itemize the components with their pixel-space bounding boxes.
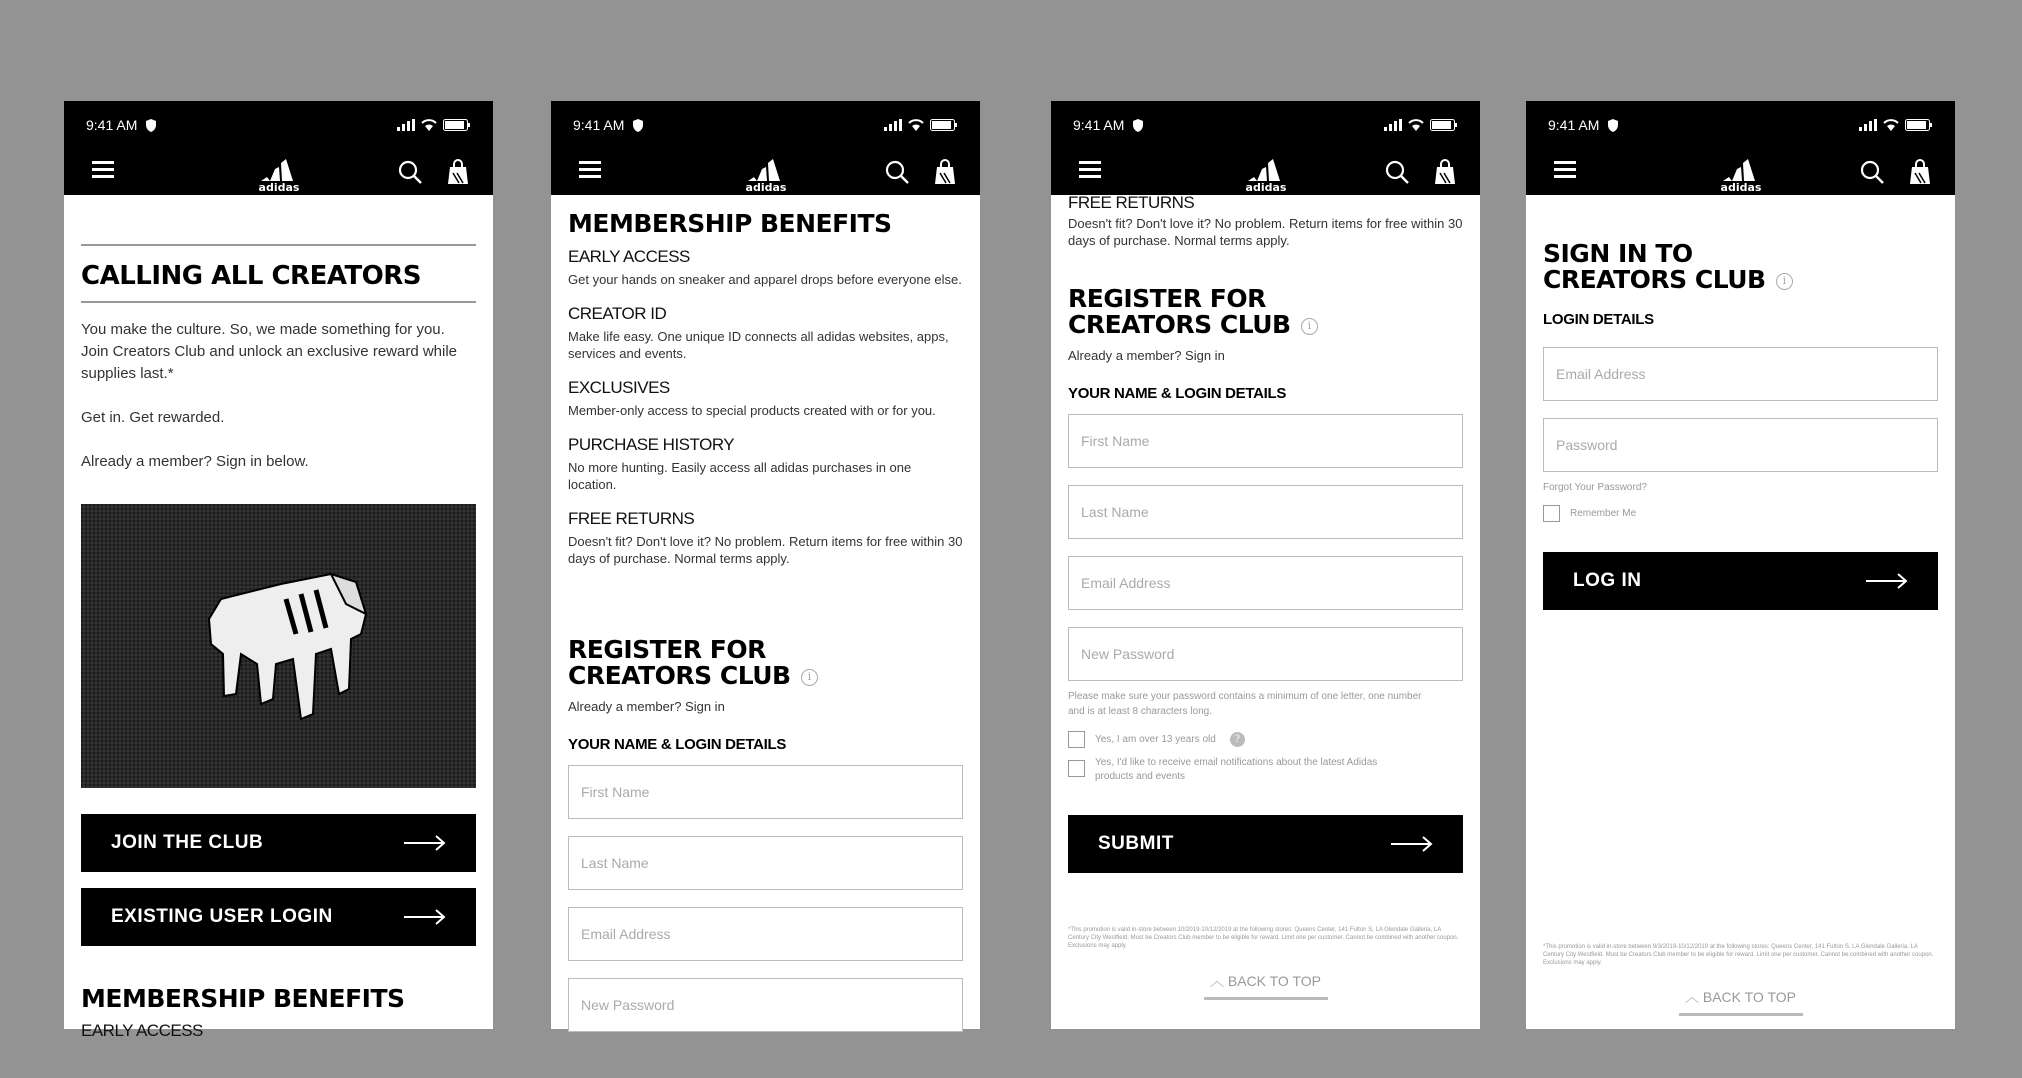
existing-user-login-button[interactable] [81, 888, 476, 946]
remember-me-label: Remember Me [1570, 507, 1637, 519]
new-password-field[interactable]: New Password [568, 978, 963, 1032]
shopping-bag-icon[interactable] [1434, 159, 1456, 185]
shield-icon [1132, 119, 1144, 132]
benefit-item [568, 509, 963, 567]
info-icon[interactable]: i [801, 669, 818, 686]
shopping-bag-icon[interactable] [447, 159, 469, 185]
phone-screen-sign-in [1526, 101, 1955, 1029]
benefit-title: PURCHASE HISTORY [568, 435, 735, 454]
benefit-title: FREE RETURNS [1068, 193, 1195, 212]
battery-icon [1430, 119, 1458, 131]
adidas-logo-icon[interactable] [736, 151, 796, 193]
search-icon[interactable] [884, 159, 910, 185]
status-bar [64, 101, 493, 149]
wifi-icon [421, 119, 437, 131]
email-field[interactable]: Email Address [1543, 347, 1938, 401]
fine-print: *This promotion is valid in-store between 9/3/2019-10/12/2019 at the following stores: Queens Center, 141 Fulton S, LA Glendale Galleria, LA Century City Westfield. Must be Creators Club member to be eligible for reward. Limit one per customer. Cannot be combined with another coupon. Exclusions may apply. [1543, 944, 1934, 966]
hamburger-menu-icon[interactable] [579, 161, 601, 179]
info-icon[interactable]: i [1776, 273, 1793, 290]
register-title-line2: CREATORS CLUB [568, 661, 791, 690]
help-icon[interactable]: ? [1230, 732, 1245, 747]
status-time: 9:41 AM [86, 117, 138, 133]
status-time: 9:41 AM [1073, 117, 1125, 133]
creators-pin-image [81, 504, 476, 788]
benefit-desc: Get your hands on sneaker and apparel drops before everyone else. [568, 272, 962, 287]
already-member-link[interactable]: Already a member? Sign in [1068, 348, 1225, 363]
age-check-row [1068, 731, 1463, 748]
details-label: YOUR NAME & LOGIN DETAILS [568, 736, 787, 753]
status-bar [1051, 101, 1480, 149]
register-title-line2: CREATORS CLUB [1068, 310, 1291, 339]
arrow-right-icon [404, 909, 446, 925]
benefit-item [568, 435, 963, 493]
remember-me-checkbox[interactable] [1543, 505, 1560, 522]
email-field[interactable]: Email Address [568, 907, 963, 961]
status-bar [1526, 101, 1955, 149]
benefit-desc: No more hunting. Easily access all adidas purchases in one location. [568, 460, 912, 492]
age-check-label: Yes, I am over 13 years old [1095, 733, 1216, 745]
log-in-label: LOG IN [1573, 570, 1642, 591]
sign-in-title-line1: SIGN IN TO [1543, 239, 1693, 268]
register-title-line1: REGISTER FOR [1068, 284, 1266, 313]
shopping-bag-icon[interactable] [934, 159, 956, 185]
remember-me-row [1543, 505, 1938, 522]
benefit-item [568, 247, 963, 288]
first-name-field[interactable]: First Name [568, 765, 963, 819]
fine-print: *This promotion is valid in-store between 10/2019-10/12/2019 at the following stores: Queens Center, 141 Fulton S, LA Glendale Galleria, LA Century City Westfield. Must be Creators Club member to be eligible for reward. Limit one per customer. Cannot be combined with another coupon. Exclusions may apply. [1068, 927, 1459, 949]
intro-text: You make the culture. So, we made something for you. Join Creators Club and unlock an exclusive reward while supplies last.* [81, 321, 458, 382]
svg-text:adidas: adidas [1245, 181, 1286, 194]
age-checkbox[interactable] [1068, 731, 1085, 748]
top-nav [551, 149, 980, 195]
first-name-field[interactable]: First Name [1068, 414, 1463, 468]
phone-screen-register [1051, 101, 1480, 1029]
benefit-title: EARLY ACCESS [568, 247, 690, 266]
phone-screen-landing [64, 101, 493, 1040]
submit-label: SUBMIT [1098, 833, 1174, 854]
benefit-desc: Make life easy. One unique ID connects all adidas websites, apps, services and events. [568, 329, 949, 361]
signal-icon [1384, 119, 1402, 131]
benefit-title: EXCLUSIVES [568, 378, 670, 397]
info-icon[interactable]: i [1301, 318, 1318, 335]
divider [81, 244, 476, 246]
chevron-up-icon: ︿ [1209, 973, 1224, 989]
page-title: CALLING ALL CREATORS [81, 261, 422, 291]
benefit-item [568, 304, 963, 362]
top-nav [1051, 149, 1480, 195]
benefit-title: CREATOR ID [568, 304, 667, 323]
battery-icon [1905, 119, 1933, 131]
arrow-right-icon [404, 835, 446, 851]
forgot-password-link[interactable]: Forgot Your Password? [1543, 482, 1647, 493]
status-time: 9:41 AM [1548, 117, 1600, 133]
back-to-top-link[interactable] [1051, 971, 1480, 1000]
hamburger-menu-icon[interactable] [1079, 161, 1101, 179]
join-club-button[interactable] [81, 814, 476, 872]
existing-user-login-label: EXISTING USER LOGIN [111, 906, 333, 927]
register-title-line1: REGISTER FOR [568, 635, 766, 664]
svg-text:adidas: adidas [258, 181, 299, 194]
svg-text:adidas: adidas [745, 181, 786, 194]
register-title [568, 663, 963, 689]
signal-icon [397, 119, 415, 131]
battery-icon [443, 119, 471, 131]
email-optin-row [1068, 756, 1463, 784]
signal-icon [1859, 119, 1877, 131]
benefit-desc: Member-only access to special products created with or for you. [568, 403, 936, 418]
login-details-label: LOGIN DETAILS [1543, 311, 1654, 328]
cut-off-benefit-title: EARLY ACCESS [81, 1021, 203, 1040]
wifi-icon [1883, 119, 1899, 131]
email-optin-label: Yes, I'd like to receive email notifications about the latest Adidas products and events [1095, 757, 1378, 782]
benefit-desc: Doesn't fit? Don't love it? No problem. Return items for free within 30 days of purchase. Normal terms apply. [568, 534, 963, 566]
back-to-top-label: BACK TO TOP [1702, 989, 1796, 1005]
adidas-logo-icon[interactable] [1236, 151, 1296, 193]
submit-button[interactable] [1068, 815, 1463, 873]
back-to-top-link[interactable] [1526, 987, 1955, 1016]
shopping-bag-icon[interactable] [1909, 159, 1931, 185]
adidas-logo-icon[interactable] [1711, 151, 1771, 193]
status-bar [551, 101, 980, 149]
section-title: MEMBERSHIP BENEFITS [81, 984, 405, 1013]
sign-in-title-line2: CREATORS CLUB [1543, 265, 1766, 294]
chevron-up-icon: ︿ [1684, 989, 1699, 1005]
benefits-title: MEMBERSHIP BENEFITS [568, 209, 892, 238]
password-field[interactable]: Password [1543, 418, 1938, 472]
arrow-right-icon [1866, 573, 1908, 589]
shield-icon [632, 119, 644, 132]
signal-icon [884, 119, 902, 131]
sign-in-title [1543, 267, 1938, 293]
arrow-right-icon [1391, 836, 1433, 852]
hamburger-menu-icon[interactable] [1554, 161, 1576, 179]
top-nav [64, 149, 493, 195]
shield-icon [145, 119, 157, 132]
wifi-icon [1408, 119, 1424, 131]
hamburger-menu-icon[interactable] [92, 161, 114, 179]
tagline-text: Get in. Get rewarded. [81, 409, 225, 426]
password-hint: Please make sure your password contains a minimum of one letter, one number and is at least 8 characters long. [1068, 691, 1422, 717]
details-label: YOUR NAME & LOGIN DETAILS [1068, 385, 1287, 402]
search-icon[interactable] [1384, 159, 1410, 185]
log-in-button[interactable] [1543, 552, 1938, 610]
already-member-link[interactable]: Already a member? Sign in [568, 699, 725, 714]
benefit-title: FREE RETURNS [568, 509, 695, 528]
search-icon[interactable] [1859, 159, 1885, 185]
register-title [1068, 312, 1463, 338]
top-nav [1526, 149, 1955, 195]
member-prompt-text: Already a member? Sign in below. [81, 453, 309, 470]
benefit-desc: Doesn't fit? Don't love it? No problem. Return items for free within 30 days of purchase. Normal terms apply. [1068, 216, 1463, 248]
new-password-field[interactable]: New Password [1068, 627, 1463, 681]
wifi-icon [908, 119, 924, 131]
join-club-label: JOIN THE CLUB [111, 832, 264, 853]
last-name-field[interactable]: Last Name [568, 836, 963, 890]
search-icon[interactable] [397, 159, 423, 185]
phone-screen-benefits [551, 101, 980, 1029]
status-time: 9:41 AM [573, 117, 625, 133]
back-to-top-underline [1204, 997, 1328, 1000]
adidas-logo-icon[interactable] [249, 151, 309, 193]
last-name-field[interactable]: Last Name [1068, 485, 1463, 539]
battery-icon [930, 119, 958, 131]
svg-text:adidas: adidas [1720, 181, 1761, 194]
email-optin-checkbox[interactable] [1068, 760, 1085, 777]
back-to-top-underline [1679, 1013, 1803, 1016]
shield-icon [1607, 119, 1619, 132]
email-field[interactable]: Email Address [1068, 556, 1463, 610]
back-to-top-label: BACK TO TOP [1227, 973, 1321, 989]
divider [81, 301, 476, 303]
benefit-item [568, 378, 963, 419]
